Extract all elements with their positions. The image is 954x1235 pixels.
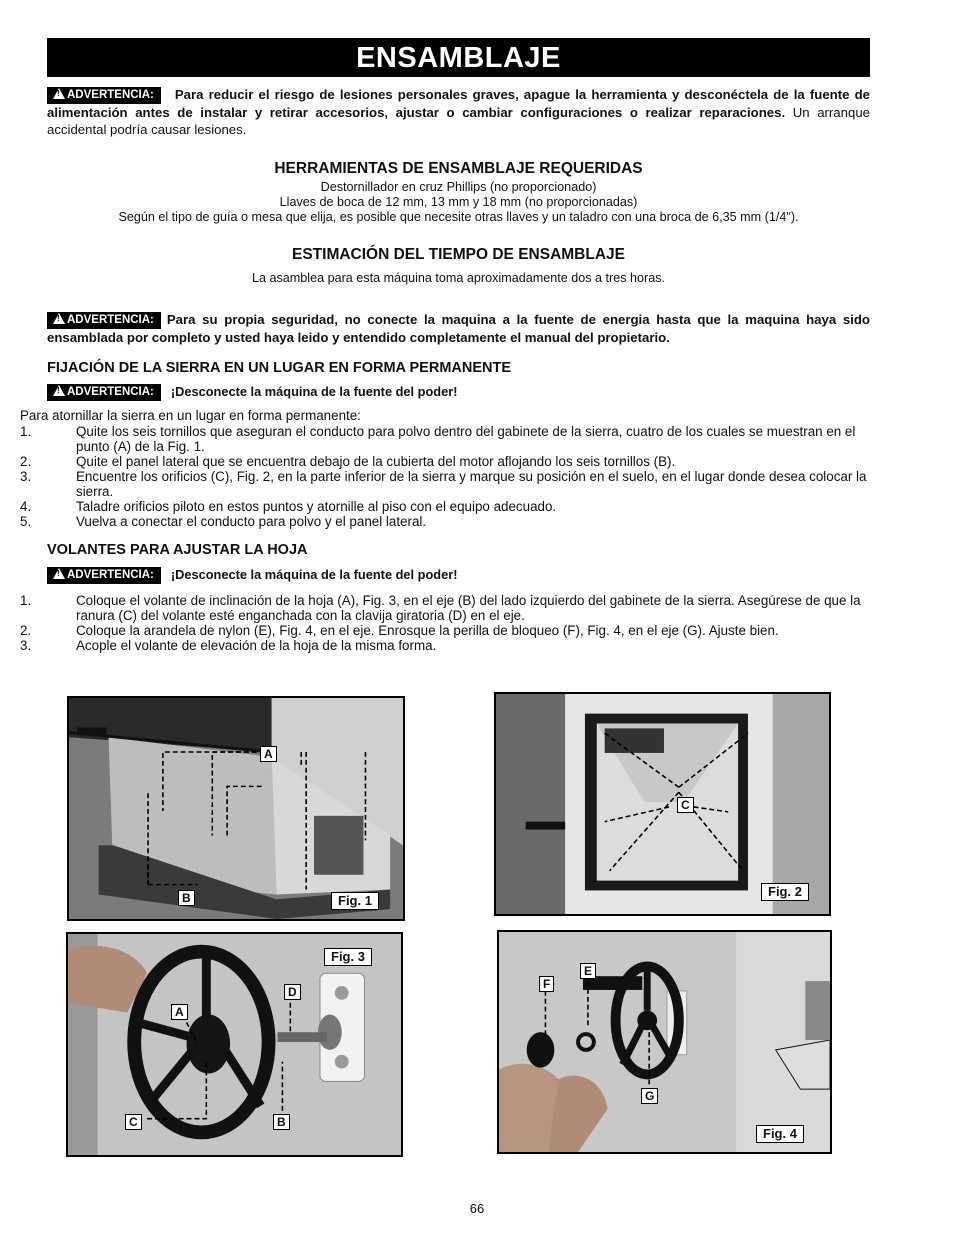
fig4-label: Fig. 4 [756,1125,804,1143]
fixing-intro: Para atornillar la sierra en un lugar en forma permanente: [20,408,361,423]
fixing-warning: !ADVERTENCIA: ¡Desconecte la máquina de la fuente del poder! [47,384,457,401]
figure-2 [494,692,831,916]
intro-warning [47,86,870,138]
fixing-heading: FIJACIÓN DE LA SIERRA EN UN LUGAR EN FORMA PERMANENTE [47,360,512,376]
callout-g: G [641,1088,658,1104]
callout-a: A [260,746,277,762]
warning-icon [53,88,65,99]
page-number: 66 [469,1201,485,1216]
fig3-label: Fig. 3 [324,948,372,966]
power-warning [47,311,870,346]
callout-c: C [677,797,694,813]
page-title: ENSAMBLAJE [47,38,870,77]
tools-line-2: Llaves de boca de 12 mm, 13 mm y 18 mm (no proporcionadas) [279,195,638,209]
warning-icon [53,385,65,396]
fig1-photo [69,698,403,919]
callout-b: B [273,1114,290,1130]
intro-normal: Un arranque accidental podría causar lesiones. [47,105,870,137]
intro-bold: Para reducir el riesgo de lesiones personales graves, apague la herramienta y desconéctela de la fuente de alimentación antes de instalar y retirar accesorios, ajustar o cambiar configuraciones o realizar reparaciones. [47,87,870,120]
callout-a: A [171,1004,188,1020]
tools-line-3: Según el tipo de guía o mesa que elija, es posible que necesite otras llaves y un taladro con una broca de 6,35 mm (1/4"). [118,210,799,224]
callout-d: D [284,984,301,1000]
list-item: 2. Quite el panel lateral que se encuentra debajo de la cubierta del motor aflojando los seis tornillos (B). [20,454,676,469]
warning-badge: !ADVERTENCIA: [47,87,161,104]
wheels-heading: VOLANTES PARA AJUSTAR LA HOJA [47,542,308,558]
tools-line-1: Destornillador en cruz Phillips (no proporcionado) [320,180,597,194]
fig4-photo [499,932,830,1152]
fixing-steps [20,424,872,529]
tools-heading: HERRAMIENTAS DE ENSAMBLAJE REQUERIDAS [274,160,643,177]
fig2-photo [496,694,829,914]
list-item: 1. Quite los seis tornillos que aseguran el conducto para polvo dentro del gabinete de la sierra, cuatro de los cuales se muestran en el punto (A) de la Fig. 1. [20,424,856,454]
warning-badge: !ADVERTENCIA: [47,384,161,401]
callout-f: F [539,976,554,992]
warning-icon [53,568,65,579]
list-item: 4. Taladre orificios piloto en estos puntos y atornille al piso con el equipo adecuado. [20,499,557,514]
fig3-photo [68,934,401,1155]
figure-3 [66,932,403,1157]
warning-badge: !ADVERTENCIA: [47,567,161,584]
figure-1 [67,696,405,921]
list-item: 5. Vuelva a conectar el conducto para polvo y el panel lateral. [20,514,427,529]
callout-e: E [580,963,596,979]
time-text: La asamblea para esta máquina toma aproximadamente dos a tres horas. [251,271,666,285]
list-item: 1. Coloque el volante de inclinación de la hoja (A), Fig. 3, en el eje (B) del lado izquierdo del gabinete de la sierra. Asegúrese de que la ranura (C) del volante esté enganchada con la clavija giratoria (D) en el eje. [20,593,861,623]
list-item: 3. Acople el volante de elevación de la hoja de la misma forma. [20,638,437,653]
wheels-warning: !ADVERTENCIA: ¡Desconecte la máquina de la fuente del poder! [47,567,457,584]
figure-4 [497,930,832,1154]
list-item: 2. Coloque la arandela de nylon (E), Fig. 4, en el eje. Enrosque la perilla de bloqueo (F), Fig. 4, en el eje (G). Ajuste bien. [20,623,779,638]
callout-b: B [178,890,195,906]
warning-icon [53,313,65,324]
fig2-label: Fig. 2 [761,883,809,901]
fig1-label: Fig. 1 [331,892,379,910]
wheels-steps [20,593,872,653]
callout-c: C [125,1114,142,1130]
time-heading: ESTIMACIÓN DEL TIEMPO DE ENSAMBLAJE [292,246,625,263]
warning-badge: !ADVERTENCIA: [47,312,161,329]
list-item: 3. Encuentre los orificios (C), Fig. 2, en la parte inferior de la sierra y marque su posición en el suelo, en el lugar donde desea colocar la sierra. [20,469,867,499]
power-warning-text: Para su propia seguridad, no conecte la maquina a la fuente de energia hasta que la maquina haya sido ensamblada por completo y usted haya leido y entendido completamente el manual del propietario. [47,312,870,345]
